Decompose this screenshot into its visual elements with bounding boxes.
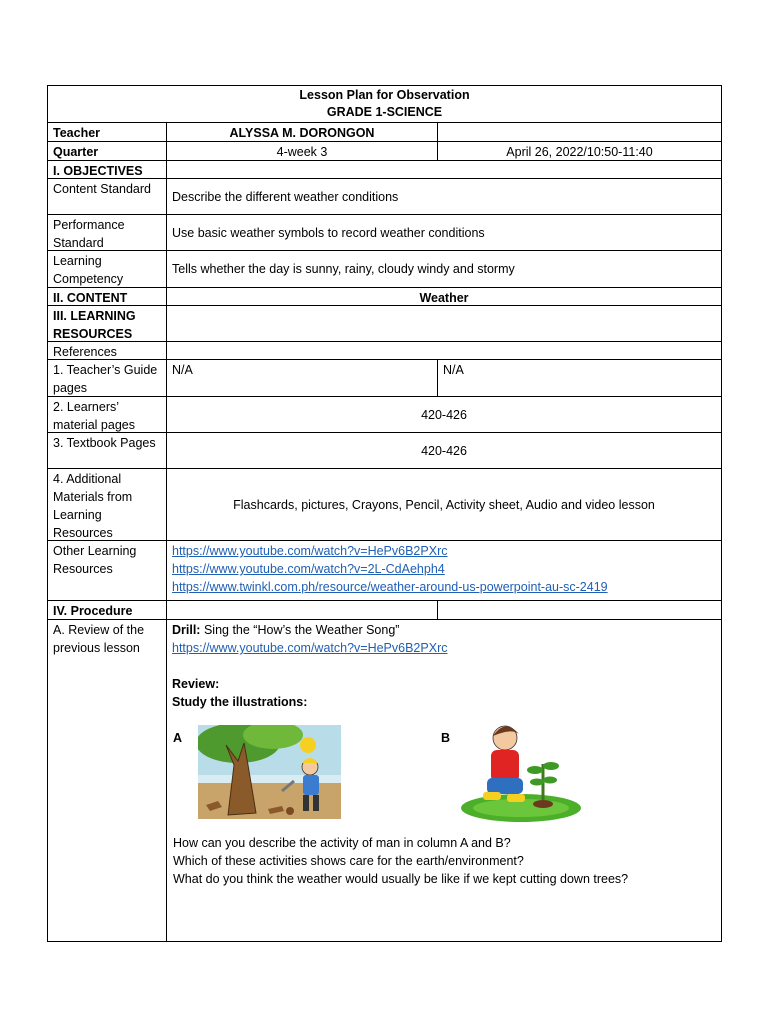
teachers-guide-value-a: N/A xyxy=(167,360,438,396)
quarter-label: Quarter xyxy=(48,142,167,160)
content-value: Weather xyxy=(419,291,469,305)
document-title: Lesson Plan for Observation xyxy=(299,88,470,102)
additional-materials-label: 4. Additional Materials from Learning Resources xyxy=(48,469,167,540)
title-row xyxy=(48,86,721,122)
discussion-questions xyxy=(173,834,628,888)
learning-resources-row xyxy=(48,305,721,341)
quarter-row xyxy=(48,141,721,160)
textbook-value: 420-426 xyxy=(421,443,467,458)
teacher-name: ALYSSA M. DORONGON xyxy=(167,123,438,141)
drill-label: Drill: xyxy=(172,623,201,637)
drill-line xyxy=(172,621,716,639)
question-3: What do you think the weather would usually be like if we kept cutting down trees? xyxy=(173,872,629,886)
review-content xyxy=(167,620,721,941)
lesson-date: April 26, 2022/10:50-11:40 xyxy=(506,145,653,159)
tree-cutting-illustration xyxy=(198,725,341,819)
performance-standard-row xyxy=(48,214,721,250)
textbook-label: 3. Textbook Pages xyxy=(48,433,167,468)
resource-link-1[interactable]: https://www.youtube.com/watch?v=HePv6B2PXrc xyxy=(172,544,448,558)
content-standard-row xyxy=(48,178,721,214)
drill-text: Sing the “How’s the Weather Song” xyxy=(200,623,400,637)
textbook-row xyxy=(48,432,721,468)
procedure-heading: IV. Procedure xyxy=(48,601,167,619)
other-resources-label: Other Learning Resources xyxy=(48,541,167,600)
learners-material-value: 420-426 xyxy=(421,407,467,422)
references-row xyxy=(48,341,721,359)
teacher-row xyxy=(48,122,721,141)
additional-materials-row xyxy=(48,468,721,540)
objectives-row xyxy=(48,160,721,178)
teachers-guide-label: 1. Teacher’s Guide pages xyxy=(48,360,167,396)
other-resources-row xyxy=(48,540,721,600)
drill-song-link[interactable]: https://www.youtube.com/watch?v=HePv6B2PXrc xyxy=(172,641,448,655)
learning-competency-value: Tells whether the day is sunny, rainy, cloudy windy and stormy xyxy=(172,262,515,276)
review-heading: Review: xyxy=(172,677,220,691)
resource-link-3[interactable]: https://www.twinkl.com.ph/resource/weather-around-us-powerpoint-au-sc-2419 xyxy=(172,580,608,594)
performance-standard-value: Use basic weather symbols to record weather conditions xyxy=(172,225,485,240)
resource-link-2[interactable]: https://www.youtube.com/watch?v=2L-CdAehph4 xyxy=(172,562,445,576)
content-standard-value: Describe the different weather conditions xyxy=(172,189,399,204)
illustration-label-a: A xyxy=(173,731,183,745)
planting-illustration xyxy=(457,720,587,825)
illustration-label-b: B xyxy=(441,731,451,745)
teachers-guide-row xyxy=(48,359,721,396)
procedure-row xyxy=(48,600,721,619)
learning-competency-row xyxy=(48,250,721,287)
content-heading: II. CONTENT xyxy=(48,288,167,305)
additional-materials-value: Flashcards, pictures, Crayons, Pencil, Activity sheet, Audio and video lesson xyxy=(233,497,655,512)
other-resources-links xyxy=(167,541,721,600)
document-subtitle: GRADE 1-SCIENCE xyxy=(326,105,443,119)
study-heading: Study the illustrations: xyxy=(172,695,308,709)
teacher-label: Teacher xyxy=(48,123,167,141)
performance-standard-label: Performance Standard xyxy=(48,215,167,250)
question-2: Which of these activities shows care for the earth/environment? xyxy=(173,854,524,868)
review-label: A. Review of the previous lesson xyxy=(48,620,167,941)
learners-material-label: 2. Learners’ material pages xyxy=(48,397,167,432)
teachers-guide-value-b: N/A xyxy=(443,363,464,377)
objectives-heading: I. OBJECTIVES xyxy=(48,161,167,178)
content-standard-label: Content Standard xyxy=(48,179,167,214)
teacher-extra-cell xyxy=(438,123,721,141)
learning-competency-label: Learning Competency xyxy=(48,251,167,287)
learning-resources-heading: III. LEARNING RESOURCES xyxy=(48,306,167,341)
learners-material-row xyxy=(48,396,721,432)
quarter-value: 4-week 3 xyxy=(167,142,438,160)
question-1: How can you describe the activity of man in column A and B? xyxy=(173,836,511,850)
content-row xyxy=(48,287,721,305)
lesson-plan-table xyxy=(47,85,722,942)
references-label: References xyxy=(48,342,167,359)
review-row xyxy=(48,619,721,941)
